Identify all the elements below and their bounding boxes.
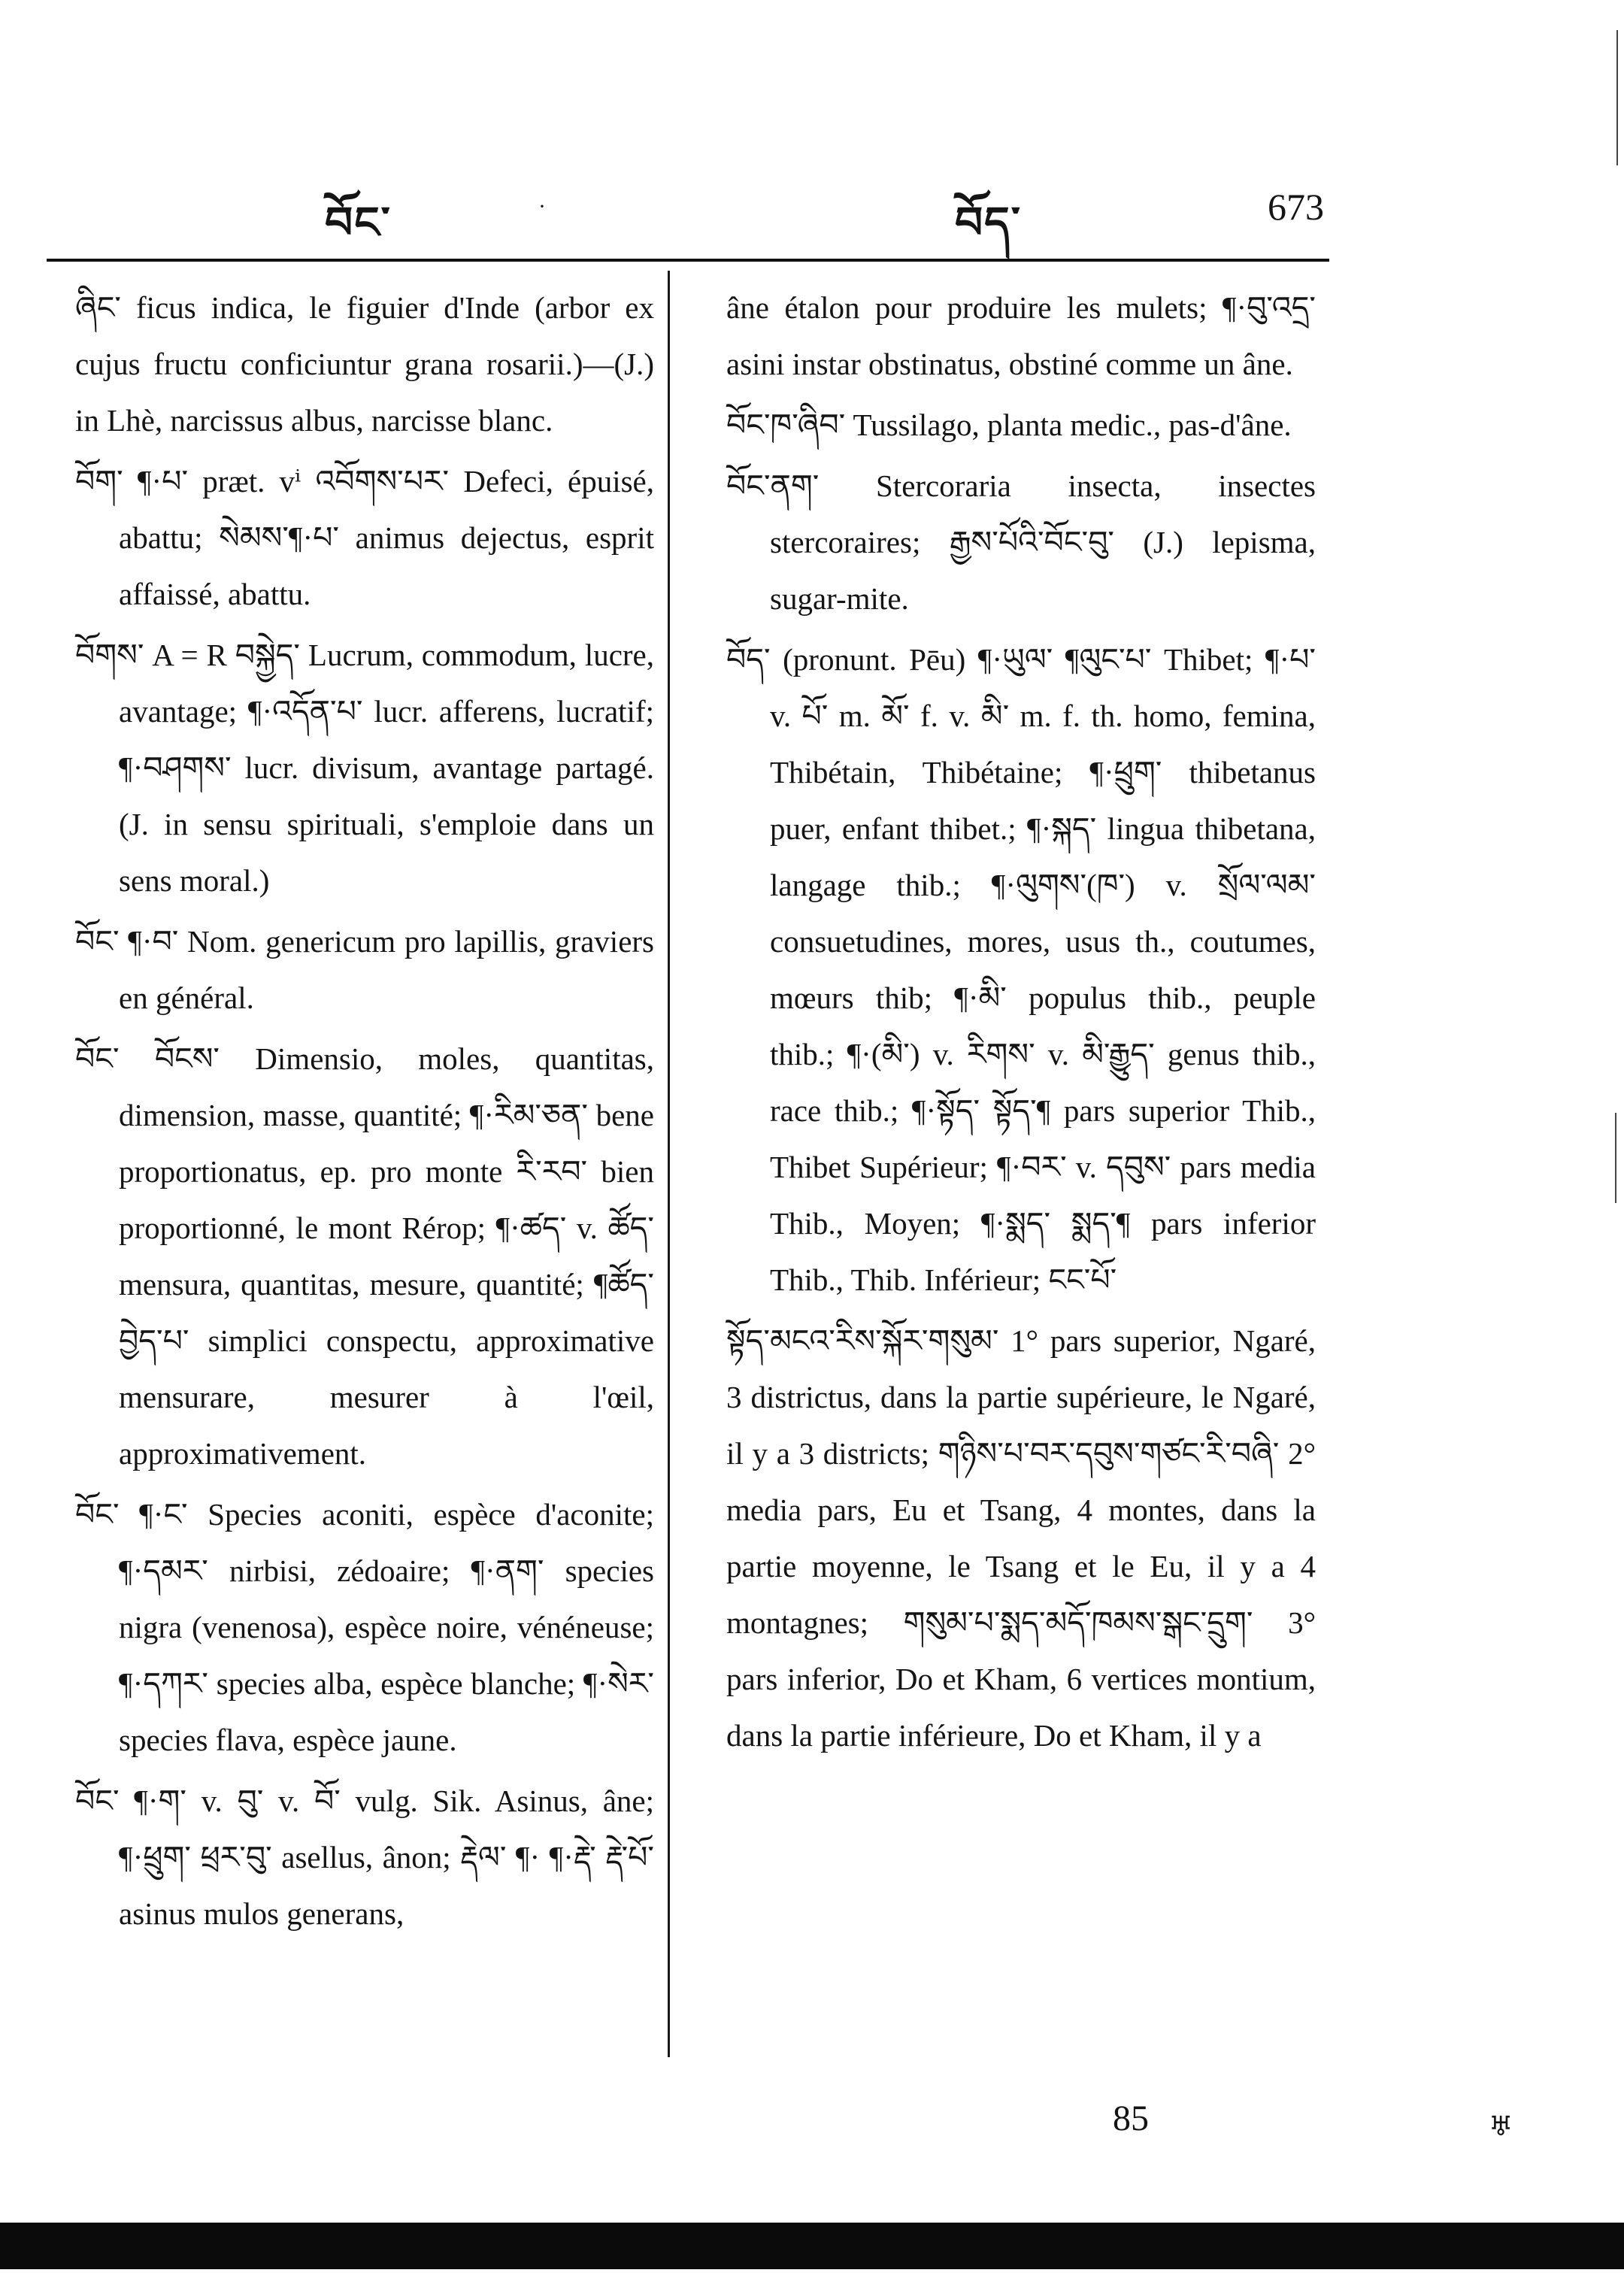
dictionary-entry: བོང་ བོངས་ Dimensio, moles, quantitas, dimension, masse, quantité; ¶·རིམ་ཅན་ bene proportionatus, ep. pro monte རི་རབ་ bien proportionné, le mont Rérop; ¶·ཚད་ v. ཚོད་ mensura, quantitas, mesure, quantité; ¶ཚོད་བྱེད་པ་ simplici conspectu, approximative mensurare, mesurer à l'œil, approximativement. (75, 1041, 654, 1471)
dictionary-entry: ཞིང་ ficus indica, le figuier d'Inde (arbor ex cujus fructu conficiuntur grana rosarii.)—(J.) in Lhè, narcissus albus, narcisse blanc. (75, 290, 654, 438)
dictionary-entry: བོགས་ A = R བསྐྱེད་ Lucrum, commodum, lucre, avantage; ¶·འདོན་པ་ lucr. afferens, lucratif; ¶·བཤགས་ lucr. divisum, avantage partagé. (J. in sensu spirituali, s'emploie dans un sens moral.) (75, 638, 654, 898)
page-number: 673 (1268, 186, 1324, 228)
signature-number: 85 (1113, 2099, 1149, 2138)
header-separator-dot: · (538, 194, 546, 219)
bottom-scan-band (0, 2223, 1624, 2269)
dictionary-entry: བོང་ ¶·ག་ v. བུ་ v. བོ་ vulg. Sik. Asinus, âne; ¶·ཕྲུག་ ཕྲར་བུ་ asellus, ânon; རྡེལ་ ¶· ¶·རྡེ་ རྡེ་པོ་ asinus mulos generans, (75, 1783, 654, 1931)
printer-mark-icon: ♅ (1489, 2111, 1513, 2142)
dictionary-entry: བོང་ ¶·ང་ Species aconiti, espèce d'aconite; ¶·དམར་ nirbisi, zédoaire; ¶·ནག་ species nigra (venenosa), espèce noire, vénéneuse; ¶·དཀར་ species alba, espèce blanche; ¶·སེར་ species flava, espèce jaune. (75, 1497, 654, 1757)
header-word-right: བོད་ (955, 197, 1022, 248)
dictionary-entry: âne étalon pour produire les mulets; ¶·བུ་འདྲ་ asini instar obstinatus, obstiné comme un âne. (726, 290, 1316, 381)
right-column (726, 280, 1316, 1768)
header-rule (47, 259, 1329, 262)
dictionary-entry: སྟོད་མངའ་རིས་སྐོར་གསུམ་ 1° pars superior, Ngaré, 3 districtus, dans la partie supérieure, le Ngaré, il y a 3 districts; གཉིས་པ་བར་དབུས་གཙང་རི་བཞི་ 2° media pars, Eu et Tsang, 4 montes, dans la partie moyenne, le Tsang et le Eu, il y a 4 montagnes; གསུམ་པ་སྨད་མདོ་ཁམས་སྒང་དྲུག་ 3° pars inferior, Do et Kham, 6 vertices montium, dans la partie inférieure, Do et Kham, il y a (726, 1323, 1316, 1753)
scan-margin-mark (1616, 30, 1618, 165)
scan-margin-mark (1615, 1113, 1616, 1203)
left-column (75, 280, 654, 1947)
dictionary-entry: བོག་ ¶·པ་ præt. vⁱ འབོགས་པར་ Defeci, épuisé, abattu; སེམས་¶·པ་ animus dejectus, esprit affaissé, abattu. (75, 464, 654, 611)
dictionary-entry: བོང་ ¶·བ་ Nom. genericum pro lapillis, graviers en général. (75, 924, 654, 1015)
header-word-left: བོང་ (325, 197, 392, 248)
dictionary-entry: བོང་ཁ་ཞིབ་ Tussilago, planta medic., pas-d'âne. (726, 408, 1292, 442)
column-divider (668, 271, 670, 2057)
dictionary-entry: བོང་ནག་ Stercoraria insecta, insectes stercoraires; རྒྱས་པོའི་བོང་བུ་ (J.) lepisma, sugar-mite. (726, 468, 1316, 616)
dictionary-entry: བོད་ (pronunt. Pēu) ¶·ཡུལ་ ¶ལུང་པ་ Thibet; ¶·པ་ v. པོ་ m. མོ་ f. v. མི་ m. f. th. homo, femina, Thibétain, Thibétaine; ¶·ཕྲུག་ thibetanus puer, enfant thibet.; ¶·སྐད་ lingua thibetana, langage thib.; ¶·ལུགས་(ཁ་) v. སྲོལ་ལམ་ consuetudines, mores, usus th., coutumes, mœurs thib; ¶·མི་ populus thib., peuple thib.; ¶·(མི་) v. རིགས་ v. མི་རྒྱུད་ genus thib., race thib.; ¶·སྟོད་ སྟོད་¶ pars superior Thib., Thibet Supérieur; ¶·བར་ v. དབུས་ pars media Thib., Moyen; ¶·སྨད་ སྨད་¶ pars inferior Thib., Thib. Inférieur; ངང་པོ་ (726, 642, 1316, 1297)
